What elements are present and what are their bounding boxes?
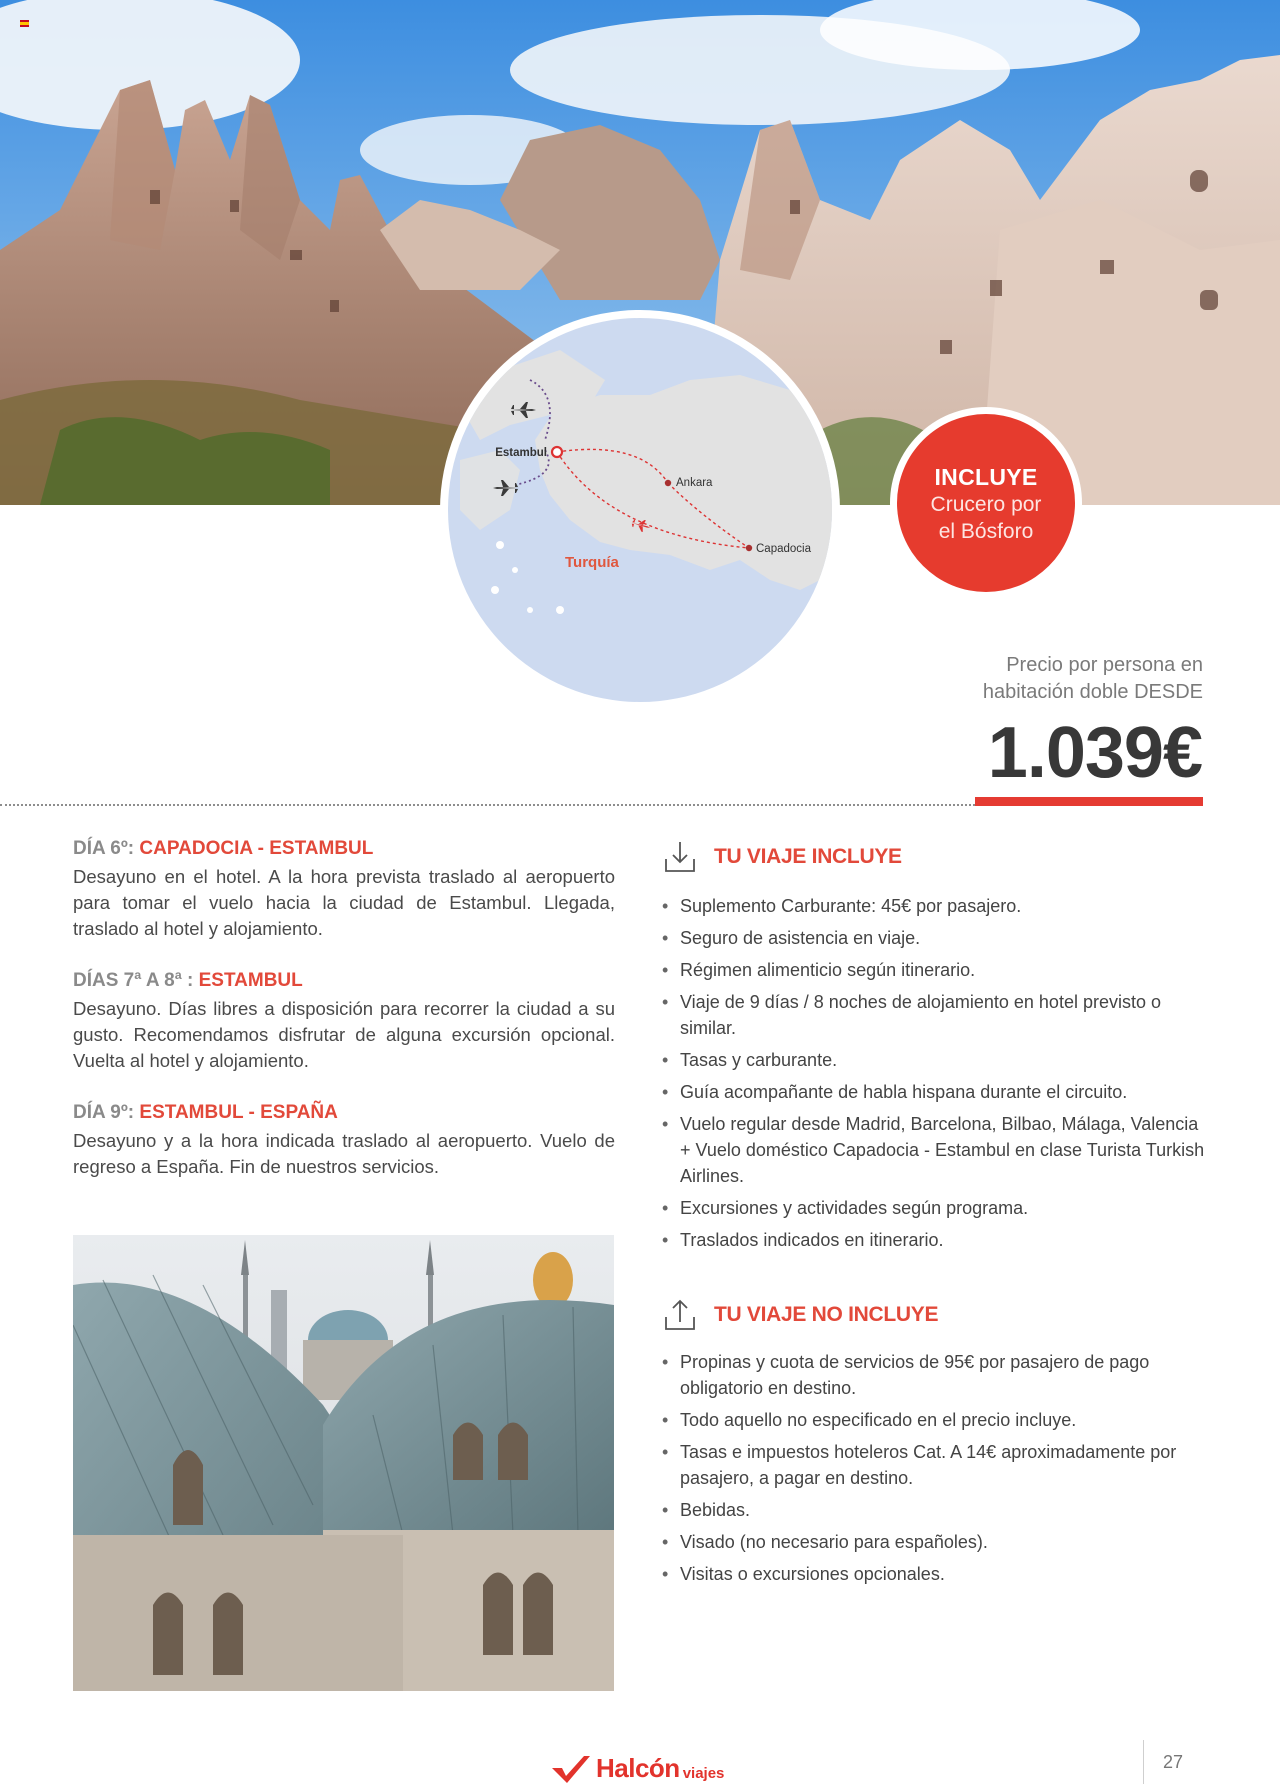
halcon-logo (550, 1753, 724, 1784)
dotted-divider (0, 804, 975, 806)
list-item: • Propinas y cuota de servicios de 95€ por pasajero de pago obligatorio en destino. (660, 1349, 1205, 1401)
day-heading (73, 970, 615, 992)
list-item: • Viaje de 9 días / 8 noches de alojamiento en hotel previsto o similar. (660, 989, 1205, 1041)
map-label-ankara: Ankara (676, 477, 713, 489)
itinerary-day-6 (73, 838, 615, 942)
includes-badge (897, 414, 1075, 592)
page-number: 27 (1163, 1752, 1184, 1772)
day-label: DÍAS 7ª A 8ª : (73, 970, 199, 991)
route-map (440, 310, 840, 710)
badge-title: INCLUYE (934, 464, 1038, 490)
list-item: • Visitas o excursiones opcionales. (660, 1561, 1205, 1587)
price-note-line-1: Precio por persona en (1006, 654, 1203, 676)
list-item: • Suplemento Carburante: 45€ por pasajero. (660, 893, 1205, 919)
itinerary-days-7-8 (73, 970, 615, 1074)
price-amount: 1.039€ (987, 713, 1202, 793)
excludes-heading (662, 1297, 938, 1333)
page-number-divider (1143, 1740, 1144, 1784)
brand-sub: viajes (682, 1765, 725, 1782)
day-label: DÍA 6º: (73, 838, 140, 859)
includes-title: TU VIAJE INCLUYE (714, 845, 902, 868)
day-description: Desayuno en el hotel. A la hora prevista traslado al aeropuerto para tomar el vuelo hacia la ciudad de Estambul. Llegada, traslado al hotel y alojamiento. (73, 866, 615, 939)
spain-flag-icon (20, 20, 29, 27)
map-label-istanbul: Estambul (495, 447, 547, 459)
day-label: DÍA 9º: (73, 1102, 140, 1123)
excludes-list (660, 1349, 1205, 1593)
list-item: • Todo aquello no especificado en el precio incluye. (660, 1407, 1205, 1433)
badge-line-1: Crucero por (930, 493, 1042, 516)
day-destination: CAPADOCIA - ESTAMBUL (139, 838, 374, 859)
itinerary-day-9 (73, 1102, 615, 1180)
day-destination: ESTAMBUL (198, 970, 303, 991)
price-note-line-2: habitación doble DESDE (982, 681, 1203, 703)
list-item: • Guía acompañante de habla hispana durante el circuito. (660, 1079, 1205, 1105)
istanbul-domes-photo (73, 1235, 614, 1691)
badge-line-2: el Bósforo (938, 520, 1034, 543)
halcon-bird-icon (550, 1754, 592, 1784)
list-item: • Bebidas. (660, 1497, 1205, 1523)
map-label-country: Turquía (565, 554, 619, 571)
day-heading (73, 838, 615, 860)
includes-heading (662, 839, 902, 875)
price-note (873, 652, 1203, 706)
list-item: • Vuelo regular desde Madrid, Barcelona, Bilbao, Málaga, Valencia + Vuelo doméstico Capadocia - Estambul en clase Turista Turkish Airlines. (660, 1111, 1205, 1189)
price-underline (975, 797, 1203, 806)
day-heading (73, 1102, 615, 1124)
list-item: • Visado (no necesario para españoles). (660, 1529, 1205, 1555)
upload-tray-icon (662, 1297, 698, 1333)
day-destination: ESTAMBUL - ESPAÑA (139, 1102, 338, 1123)
list-item: • Tasas e impuestos hoteleros Cat. A 14€ aproximadamente por pasajero, a pagar en destino. (660, 1439, 1205, 1491)
day-description: Desayuno y a la hora indicada traslado al aeropuerto. Vuelo de regreso a España. Fin de nuestros servicios. (73, 1130, 615, 1177)
map-label-cappadocia: Capadocia (756, 543, 811, 555)
list-item: • Seguro de asistencia en viaje. (660, 925, 1205, 951)
download-tray-icon (662, 839, 698, 875)
list-item: • Excursiones y actividades según programa. (660, 1195, 1205, 1221)
brand-name: Halcón (596, 1753, 680, 1783)
day-description: Desayuno. Días libres a disposición para recorrer la ciudad a su gusto. Recomendamos disfrutar de alguna excursión opcional. Vuelta al hotel y alojamiento. (73, 998, 615, 1071)
excludes-title: TU VIAJE NO INCLUYE (714, 1303, 939, 1326)
list-item: • Tasas y carburante. (660, 1047, 1205, 1073)
list-item: • Traslados indicados en itinerario. (660, 1227, 1205, 1253)
list-item: • Régimen alimenticio según itinerario. (660, 957, 1205, 983)
includes-list (660, 893, 1205, 1259)
